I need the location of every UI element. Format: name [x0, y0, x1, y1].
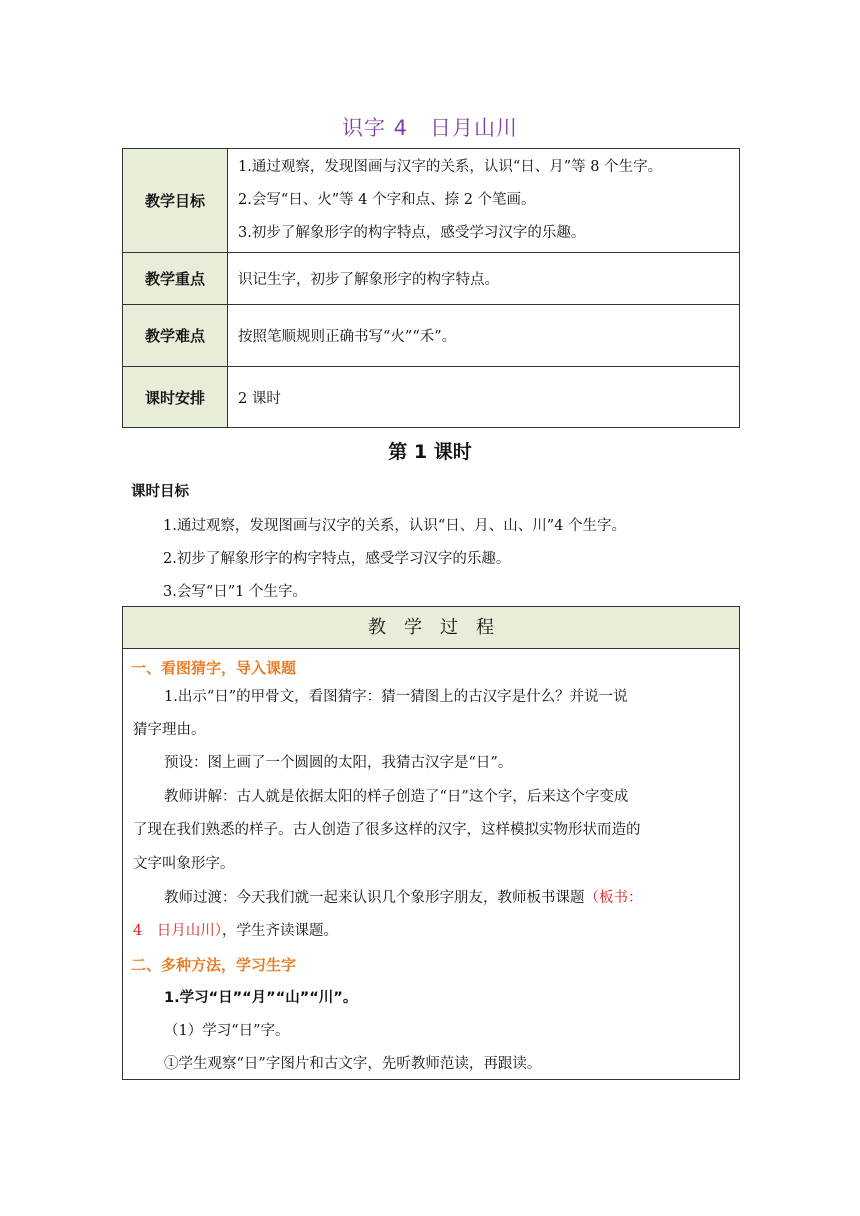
- goal-line: 1.通过观察，发现图画与汉字的关系，认识“日、月”等 8 个生字。: [238, 159, 663, 175]
- paragraph-line: 1.出示“日”的甲骨文，看图猜字：猜一猜图上的古汉字是什么？并说一说: [164, 689, 628, 705]
- objective-item: 3.会写“日”1 个生字。: [163, 584, 307, 600]
- objectives-title: 课时目标: [131, 484, 189, 500]
- paragraph-text: ，学生齐读课题。: [221, 923, 338, 939]
- paragraph-line: （1）学习“日”字。: [164, 1023, 290, 1039]
- page-title: 识字 4 日月山川: [341, 116, 519, 140]
- teaching-process-box: [122, 606, 740, 1080]
- label-difficulties: 教学难点: [123, 305, 228, 367]
- paragraph-line: 了现在我们熟悉的样子。古人创造了很多这样的汉字，这样模拟实物形状而造的: [133, 822, 641, 838]
- paragraph-line: 教师讲解：古人就是依据太阳的样子创造了“日”这个字，后来这个字变成: [164, 789, 629, 805]
- paragraph-line: [133, 919, 338, 940]
- objective-item: 2.初步了解象形字的构字特点，感受学习汉字的乐趣。: [163, 551, 511, 567]
- objective-item: 1.通过观察，发现图画与汉字的关系，认识“日、月、山、川”4 个生字。: [163, 518, 626, 534]
- lesson-title: 第 1 课时: [388, 441, 472, 463]
- paragraph-line: 预设：图上画了一个圆圆的太阳，我猜古汉字是“日”。: [164, 755, 513, 771]
- paragraph-line: 文字叫象形字。: [133, 856, 235, 872]
- difficulties-value: 按照笔顺规则正确书写“火”“禾”。: [228, 305, 740, 367]
- section-heading-1: 一、看图猜字，导入课题: [131, 659, 297, 677]
- paragraph-line: [164, 886, 643, 907]
- label-schedule: 课时安排: [123, 367, 228, 428]
- process-header: 教学过程: [123, 607, 739, 649]
- label-goals: 教学目标: [123, 149, 228, 253]
- section-heading-2: 二、多种方法，学习生字: [131, 956, 297, 974]
- board-note: 4 日月山川）: [133, 923, 222, 939]
- schedule-value: 2 课时: [228, 367, 740, 428]
- goals-cell: [228, 149, 740, 253]
- subheading: 1.学习“日”“月”“山”“川”。: [164, 990, 358, 1006]
- paragraph-line: 猜字理由。: [133, 722, 206, 738]
- paragraph-line: ①学生观察“日”字图片和古文字，先听教师范读，再跟读。: [164, 1056, 542, 1072]
- board-note: （板书：: [584, 890, 643, 906]
- goal-line: 3.初步了解象形字的构字特点，感受学习汉字的乐趣。: [238, 225, 586, 241]
- paragraph-text: 教师过渡：今天我们就一起来认识几个象形字朋友，教师板书课题: [164, 890, 585, 906]
- lesson-info-table: [122, 148, 740, 428]
- key-points-value: 识记生字，初步了解象形字的构字特点。: [228, 253, 740, 305]
- label-key-points: 教学重点: [123, 253, 228, 305]
- goal-line: 2.会写“日、火”等 4 个字和点、捺 2 个笔画。: [238, 192, 536, 208]
